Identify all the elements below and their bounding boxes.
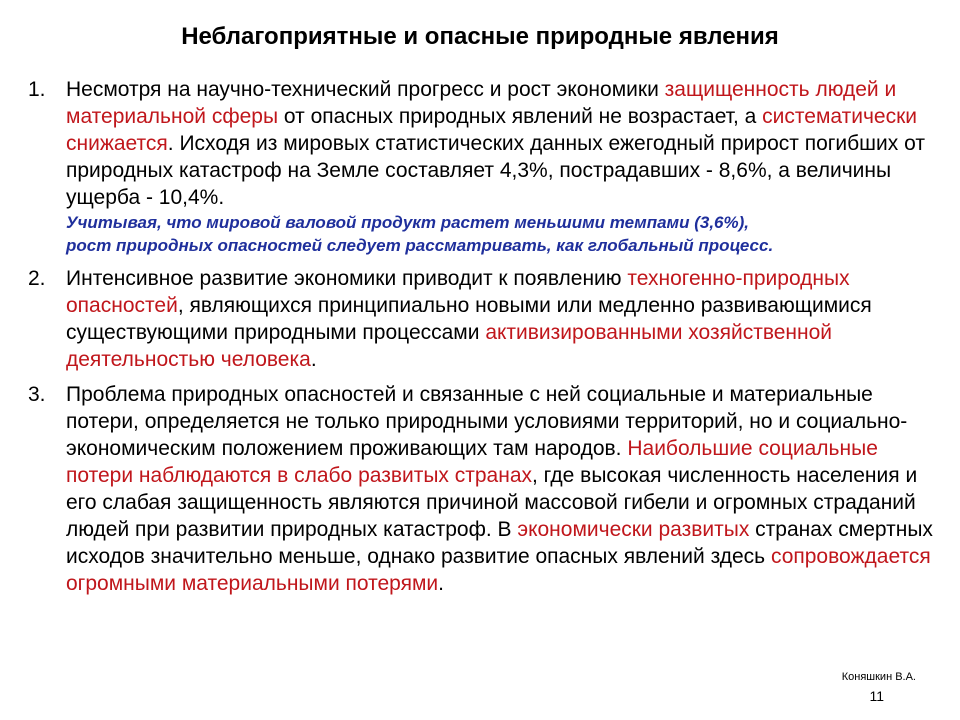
item-text (66, 76, 938, 257)
item-number: 3. (28, 383, 46, 406)
highlighted-text: экономически развитых (517, 518, 750, 541)
list-item-2 (28, 265, 938, 373)
list-item-3 (28, 381, 938, 597)
italic-note (66, 211, 938, 257)
item-text (66, 381, 938, 597)
text-segment: Проблема природных опасностей и связанные с ней социальные и материальные потери, определяется не только природными условиями территорий, но и социально-экономическим положением проживающих там народов. (66, 383, 908, 460)
text-segment: странах смертных исходов значительно меньше, однако развитие опасных явлений здесь (66, 518, 933, 568)
highlighted-text: защищенность людей и материальной сферы (66, 78, 897, 128)
note-line: Учитывая, что мировой валовой продукт растет меньшими темпами (3,6%), (66, 213, 750, 232)
text-segment: от опасных природных явлений не возрастает, а (278, 105, 763, 128)
numbered-list (28, 76, 938, 605)
highlighted-text: техногенно-природных опасностей (66, 267, 850, 317)
page-number: 11 (869, 688, 884, 704)
highlighted-text: активизированными хозяйственной деятельностью человека (66, 321, 833, 371)
text-segment: . (438, 572, 444, 595)
text-segment: . Исходя из мировых статистических данных ежегодный прирост погибших от природных катастроф на Земле составляет 4,3%, пострадавших - 8,6%, а величины ущерба - 10,4%. (66, 132, 925, 209)
item-text (66, 265, 938, 373)
text-segment: Интенсивное развитие экономики приводит к появлению (66, 267, 628, 290)
list-item-1 (28, 76, 938, 257)
highlighted-text: сопровождается огромными материальными потерями (66, 545, 931, 595)
text-segment: . (310, 348, 317, 371)
highlighted-text: систематически снижается (66, 105, 917, 155)
text-segment: , являющихся принципиально новыми или медленно развивающимися существующими природными процессами (66, 294, 872, 344)
text-segment: , где высокая численность населения и его слабая защищенность являются причиной массовой гибели и огромных страданий людей при развитии природных катастроф. В (66, 464, 918, 541)
note-line: рост природных опасностей следует рассматривать, как глобальный процесс. (66, 236, 774, 255)
text-segment: Несмотря на научно-технический прогресс и рост экономики (66, 78, 665, 101)
item-number: 1. (28, 78, 46, 101)
item-number: 2. (28, 267, 46, 290)
highlighted-text: Наибольшие социальные потери наблюдаются в слабо развитых странах (66, 437, 878, 487)
slide-title: Неблагоприятные и опасные природные явления (181, 23, 779, 50)
author-name: Коняшкин В.А. (841, 671, 916, 683)
